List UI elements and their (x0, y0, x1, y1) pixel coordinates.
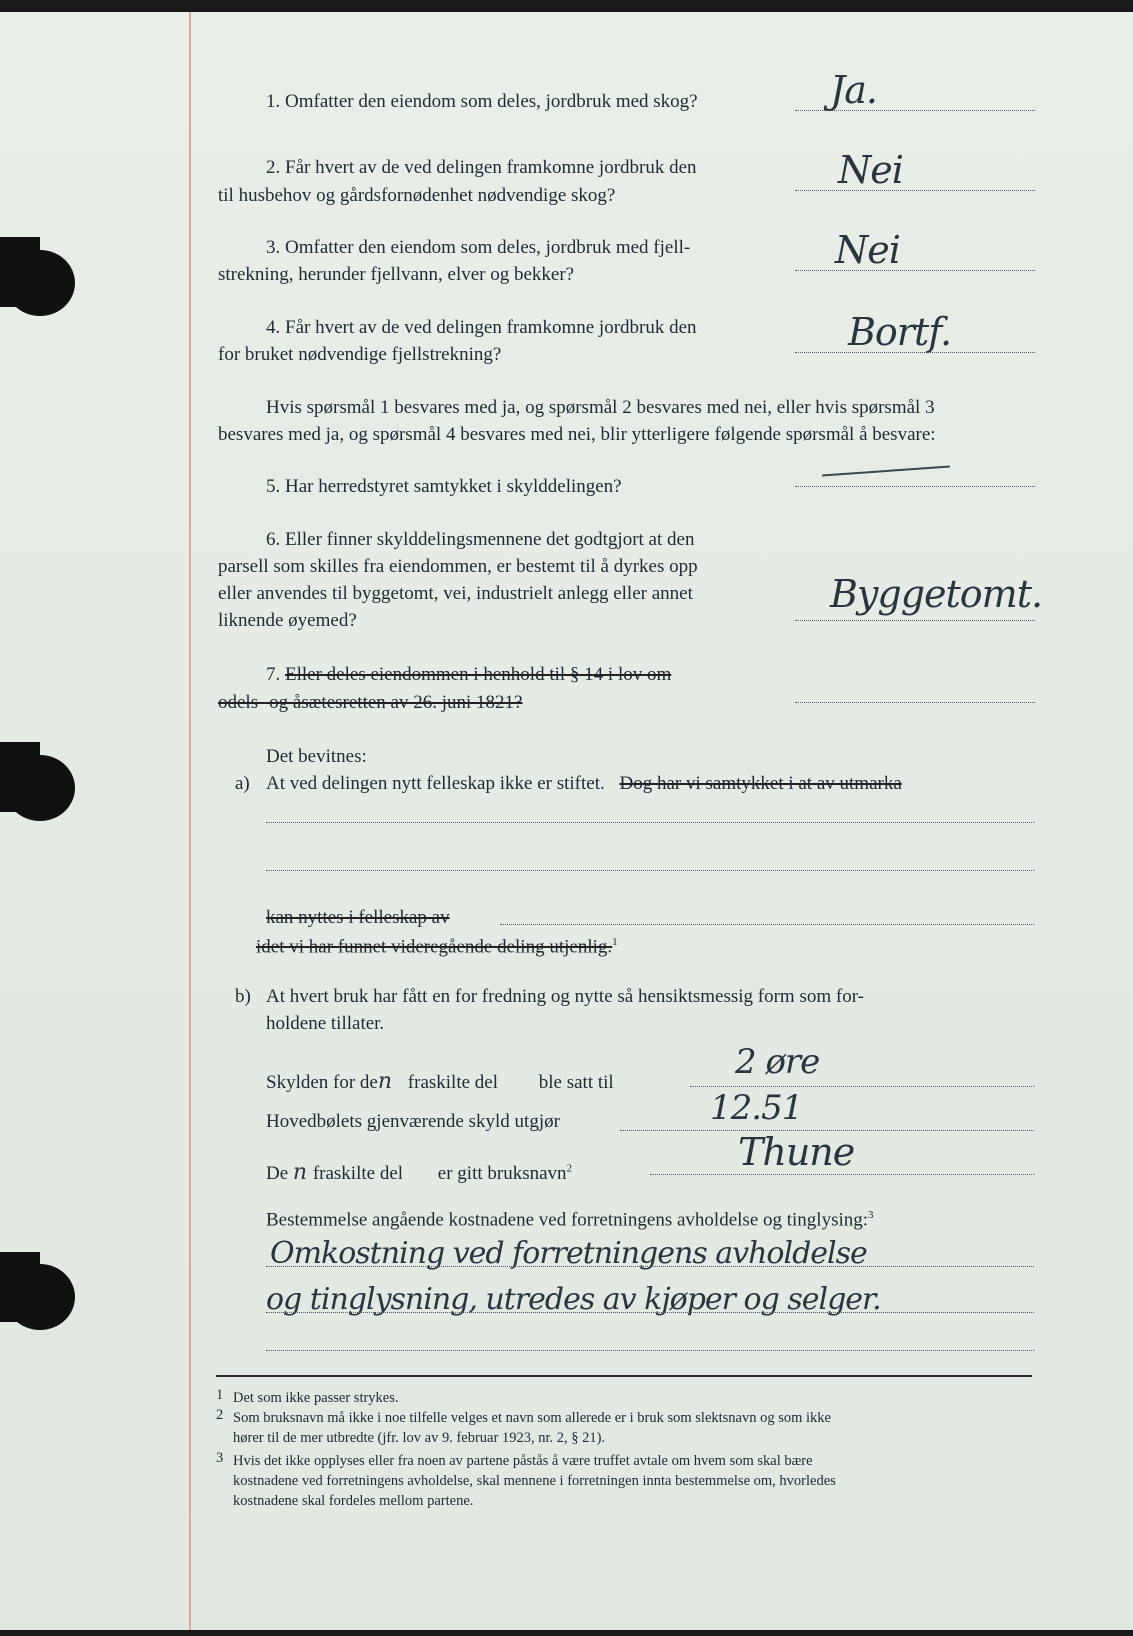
skyld-answer-line-3 (650, 1174, 1034, 1175)
attest-a-footnote-ref: 1 (612, 936, 618, 948)
attest-b-label: b) (235, 986, 251, 1007)
cost-answer-line-2 (266, 1312, 1034, 1313)
cost-footnote-ref: 3 (868, 1209, 874, 1221)
skyld-line-2: Hovedbølets gjenværende skyld utgjør (266, 1111, 560, 1132)
footnote-3-line-2: kostnadene ved forretningens avholdelse, skal mennene i forretningen innta bestemmelse om, hvorledes (233, 1473, 836, 1489)
footnote-1: Det som ikke passer strykes. (233, 1390, 399, 1406)
attest-blank-line-1 (266, 822, 1034, 823)
skyld-line-3-a: De (266, 1163, 289, 1184)
answer-3-handwritten: Nei (835, 228, 900, 272)
question-6-line-1: 6. Eller finner skylddelingsmennene det godtgjort at den (266, 529, 695, 550)
punch-hole-bottom-round (5, 1264, 75, 1330)
answer-1-handwritten: Ja. (830, 68, 877, 112)
answer-line-3 (795, 270, 1035, 271)
footnote-3-line-1: Hvis det ikke opplyses eller fra noen av partene påstås å være truffet avtale om hvem som skal bære (233, 1453, 813, 1469)
question-6-line-4: liknende øyemed? (218, 610, 357, 631)
question-2-line-2: til husbehov og gårdsfornødenhet nødvendige skog? (218, 185, 616, 206)
footnote-2-number: 2 (216, 1407, 224, 1423)
attest-blank-line-3 (500, 924, 1034, 925)
question-6-line-3: eller anvendes til byggetomt, vei, industrielt anlegg eller annet (218, 583, 693, 604)
attest-b-text-2: holdene tillater. (266, 1013, 385, 1034)
document-page (0, 12, 1133, 1630)
condition-line-1: Hvis spørsmål 1 besvares med ja, og spørsmål 2 besvares med nei, eller hvis spørsmål 3 (266, 397, 935, 418)
question-7-number: 7. (266, 664, 281, 685)
question-4-line-1: 4. Får hvert av de ved delingen framkomne jordbruk den (266, 317, 697, 338)
answer-line-2 (795, 190, 1035, 191)
answer-4-handwritten: Bortf. (848, 310, 952, 354)
question-7-struck-text-2: odels- og åsætesretten av 26. juni 1821? (218, 692, 523, 713)
skyld-line-1-b: fraskilte del (407, 1072, 499, 1093)
cost-answer-line-3 (266, 1350, 1034, 1351)
question-6-line-2: parsell som skilles fra eiendommen, er bestemt til å dyrkes opp (218, 556, 698, 577)
attest-a-struck-3: idet vi har funnet videregående deling utjenlig. (256, 936, 613, 958)
attest-a-struck-3-line (256, 929, 618, 960)
skyld-line-3-b: fraskilte del (312, 1163, 404, 1184)
margin-rule (189, 12, 191, 1630)
cost-handwritten-line-2: og tinglysning, utredes av kjøper og selger. (266, 1282, 881, 1317)
footnote-1-number: 1 (216, 1387, 224, 1403)
footnote-separator (216, 1375, 1032, 1377)
skyld-line-1-a: Skylden for de (266, 1072, 378, 1093)
cost-label-line (266, 1202, 874, 1233)
footnote-2-line-2: hører til de mer utbredte (jfr. lov av 9. februar 1923, nr. 2, § 21). (233, 1430, 606, 1446)
cost-label: Bestemmelse angående kostnadene ved forretningens avholdelse og tinglysing: (266, 1209, 869, 1231)
condition-line-2: besvares med ja, og spørsmål 4 besvares med nei, blir ytterligere følgende spørsmål å besvare: (218, 424, 936, 445)
answer-5-dash (822, 466, 950, 477)
skyld-line-3 (266, 1153, 572, 1193)
question-4-line-2: for bruket nødvendige fjellstrekning? (218, 344, 502, 365)
punch-hole-top-round (5, 250, 75, 316)
footnote-2-line-1: Som bruksnavn må ikke i noe tilfelle velges et navn som allerede er i bruk som slektsnavn og som ikke (233, 1410, 831, 1426)
attest-a-text (266, 770, 902, 797)
question-2-line-1: 2. Får hvert av de ved delingen framkomne jordbruk den (266, 157, 697, 178)
attest-a-statement: At ved delingen nytt felleskap ikke er stiftet. (266, 773, 605, 794)
cost-answer-line-1 (266, 1266, 1034, 1267)
cost-handwritten-line-1: Omkostning ved forretningens avholdelse (270, 1236, 867, 1271)
attest-a-struck-2: kan nyttes i felleskap av (266, 907, 450, 928)
answer-line-5 (795, 486, 1035, 487)
attest-b-text-1: At hvert bruk har fått en for fredning og nytte så hensiktsmessig form som for- (266, 986, 864, 1007)
question-1: 1. Omfatter den eiendom som deles, jordbruk med skog? (266, 91, 698, 112)
question-7-line-1 (266, 661, 671, 688)
skyld-line-3-c: er gitt bruksnavn (437, 1163, 567, 1184)
skyld-line-1-handwritten-suffix: n (377, 1069, 392, 1094)
attest-a-struck: Dog har vi samtykket i at av utmarka (619, 773, 902, 794)
question-5: 5. Har herredstyret samtykket i skylddelingen? (266, 476, 622, 497)
hovedbol-value-handwritten: 12.51 (710, 1088, 803, 1128)
skyld-line-1-c: ble satt til (538, 1072, 614, 1093)
question-7-struck-text-1: Eller deles eiendommen i henhold til § 14 i lov om (285, 664, 672, 685)
attest-blank-line-2 (266, 870, 1034, 871)
skyld-line-3-footnote-ref: 2 (566, 1162, 573, 1175)
skyld-answer-line-1 (690, 1086, 1034, 1087)
skyld-line-1 (266, 1062, 614, 1102)
attest-a-label: a) (235, 773, 250, 794)
question-3-line-2: strekning, herunder fjellvann, elver og bekker? (218, 264, 575, 285)
attest-title: Det bevitnes: (266, 746, 367, 767)
footnote-3-line-3: kostnadene skal fordeles mellom partene. (233, 1493, 474, 1509)
answer-line-6 (795, 620, 1035, 621)
skyld-value-handwritten: 2 øre (735, 1042, 820, 1082)
question-3-line-1: 3. Omfatter den eiendom som deles, jordbruk med fjell- (266, 237, 691, 258)
footnote-3-number: 3 (216, 1450, 224, 1466)
answer-2-handwritten: Nei (838, 148, 903, 192)
answer-line-7 (795, 702, 1035, 703)
punch-hole-middle-round (5, 755, 75, 821)
bruksnavn-value-handwritten: Thune (738, 1130, 855, 1174)
skyld-line-3-handwritten-suffix: n (292, 1160, 307, 1185)
answer-6-handwritten: Byggetomt. (830, 572, 1043, 616)
